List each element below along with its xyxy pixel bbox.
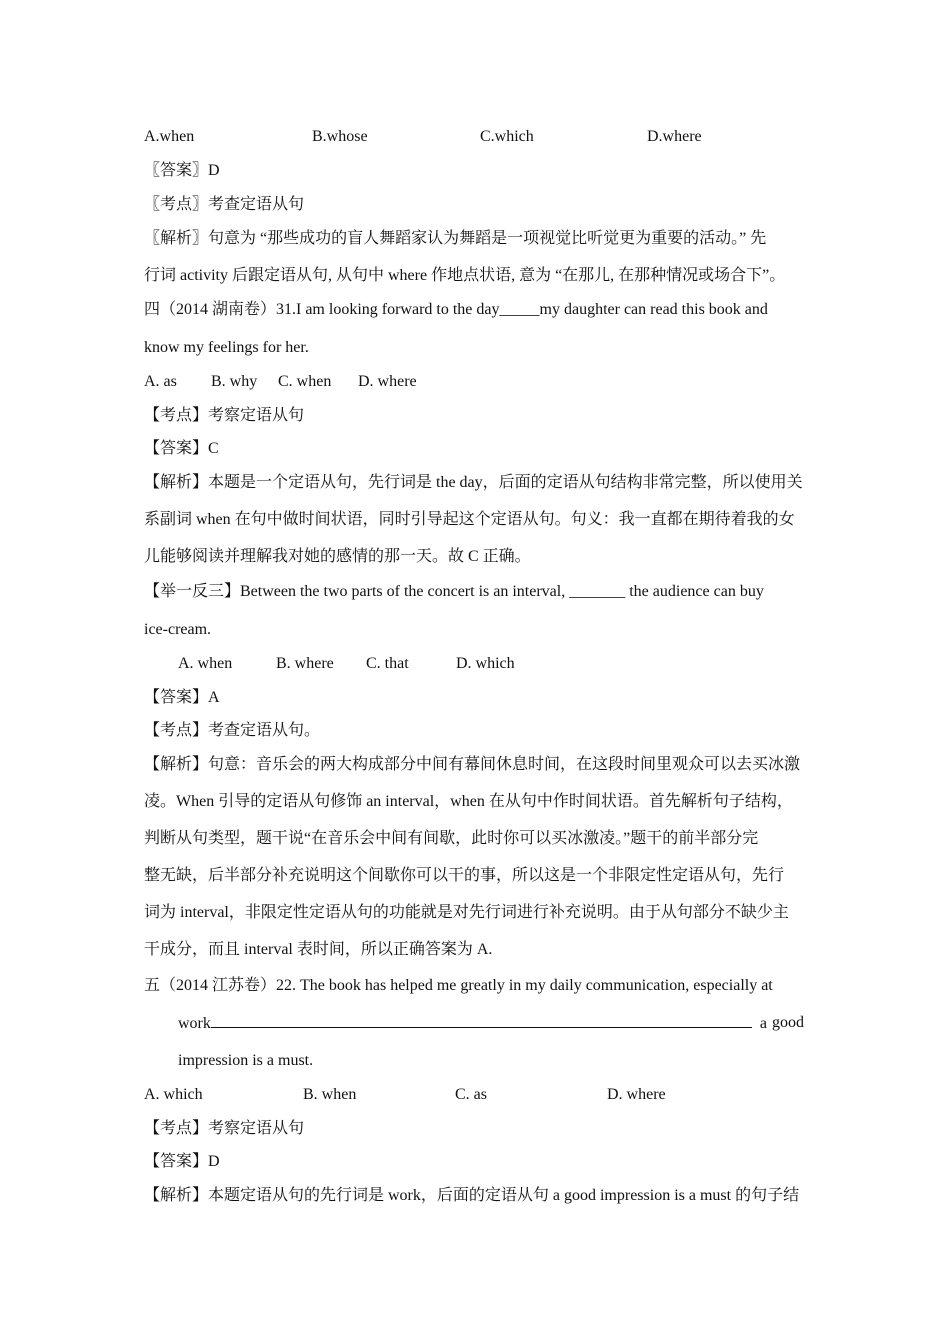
q5-stem-line-2 xyxy=(178,1013,767,1034)
option-d: D.where xyxy=(647,128,702,145)
q5-point: 【考点】考察定语从句 xyxy=(144,1120,305,1137)
q4-stem-blank: _____ xyxy=(499,301,540,318)
ext-analysis-line-3: 判断从句类型，题干说“在音乐会中间有间歇，此时你可以买冰激凌。”题干的前半部分完 xyxy=(144,830,759,847)
q4-stem-line-1 xyxy=(144,300,768,320)
option-c: C. when xyxy=(278,373,332,390)
q5-stem-line-1: 五（2014 江苏卷）22. The book has helped me greatly in my daily communication, especially at xyxy=(144,977,773,994)
ext-analysis-line-6: 干成分，而且 interval 表时间，所以正确答案为 A. xyxy=(144,941,493,958)
answer-blank xyxy=(211,1013,752,1028)
ext-stem-line-2: ice-cream. xyxy=(144,621,212,638)
option-b: B. when xyxy=(303,1086,357,1103)
q4-analysis-line-2: 系副词 when 在句中做时间状语，同时引导起这个定语从句。句义：我一直都在期待着我的女 xyxy=(144,511,795,528)
ext-analysis-line-2: 凌。When 引导的定语从句修饰 an interval，when 在从句中作时间状语。首先解析句子结构， xyxy=(144,793,793,810)
option-b: B.whose xyxy=(312,128,368,145)
option-a: A. when xyxy=(178,655,233,672)
ext-analysis-line-4: 整无缺，后半部分补充说明这个间歇你可以干的事，所以这是一个非限定性定语从句，先行 xyxy=(144,867,785,884)
q3-analysis-line-2: 行词 activity 后跟定语从句, 从句中 where 作地点状语, 意为 “在那儿, 在那种情况或场合下”。 xyxy=(144,267,786,284)
q4-stem-post: my daughter can read this book and xyxy=(539,301,768,318)
q5-analysis-line-1: 【解析】本题定语从句的先行词是 work，后面的定语从句 a good impression is a must 的句子结 xyxy=(144,1187,800,1204)
q3-answer: 〖答案〗D xyxy=(144,162,220,179)
option-a: A.when xyxy=(144,128,195,145)
option-c: C.which xyxy=(480,128,534,145)
option-b: B. why xyxy=(211,373,258,390)
q3-point: 〖考点〗考查定语从句 xyxy=(144,196,305,213)
option-a: A. as xyxy=(144,373,177,390)
option-b: B. where xyxy=(276,655,334,672)
q4-stem-pre: 四（2014 湖南卷）31.I am looking forward to the day xyxy=(144,301,500,318)
q5-stem-good: good xyxy=(772,1014,804,1031)
q5-stem-a: a xyxy=(759,1015,767,1032)
ext-analysis-line-1: 【解析】句意：音乐会的两大构成部分中间有幕间休息时间，在这段时间里观众可以去买冰激 xyxy=(144,756,801,773)
q3-analysis-line-1: 〖解析〗句意为 “那些成功的盲人舞蹈家认为舞蹈是一项视觉比听觉更为重要的活动。” 先 xyxy=(144,230,767,247)
option-c: C. that xyxy=(366,655,409,672)
q4-analysis-line-3: 儿能够阅读并理解我对她的感情的那一天。故 C 正确。 xyxy=(144,548,531,565)
ext-point: 【考点】考查定语从句。 xyxy=(144,722,321,739)
option-c: C. as xyxy=(455,1086,487,1103)
q5-answer: 【答案】D xyxy=(144,1153,220,1170)
option-d: D. which xyxy=(456,655,515,672)
ext-answer: 【答案】A xyxy=(144,689,220,706)
option-a: A. which xyxy=(144,1086,203,1103)
ext-analysis-line-5: 词为 interval，非限定性定语从句的功能就是对先行词进行补充说明。由于从句部分不缺少主 xyxy=(144,904,789,921)
q5-stem-word: work xyxy=(178,1015,211,1032)
q5-stem-line-3: impression is a must. xyxy=(178,1052,314,1069)
q4-stem-line-2: know my feelings for her. xyxy=(144,339,309,356)
q4-point: 【考点】考察定语从句 xyxy=(144,407,305,424)
ext-stem-line-1: 【举一反三】Between the two parts of the concert is an interval, _______ the audience can buy xyxy=(144,583,764,600)
q4-answer: 【答案】C xyxy=(144,440,219,457)
option-d: D. where xyxy=(607,1086,666,1103)
q4-analysis-line-1: 【解析】本题是一个定语从句，先行词是 the day，后面的定语从句结构非常完整，所以使用关 xyxy=(144,474,803,491)
option-d: D. where xyxy=(358,373,417,390)
